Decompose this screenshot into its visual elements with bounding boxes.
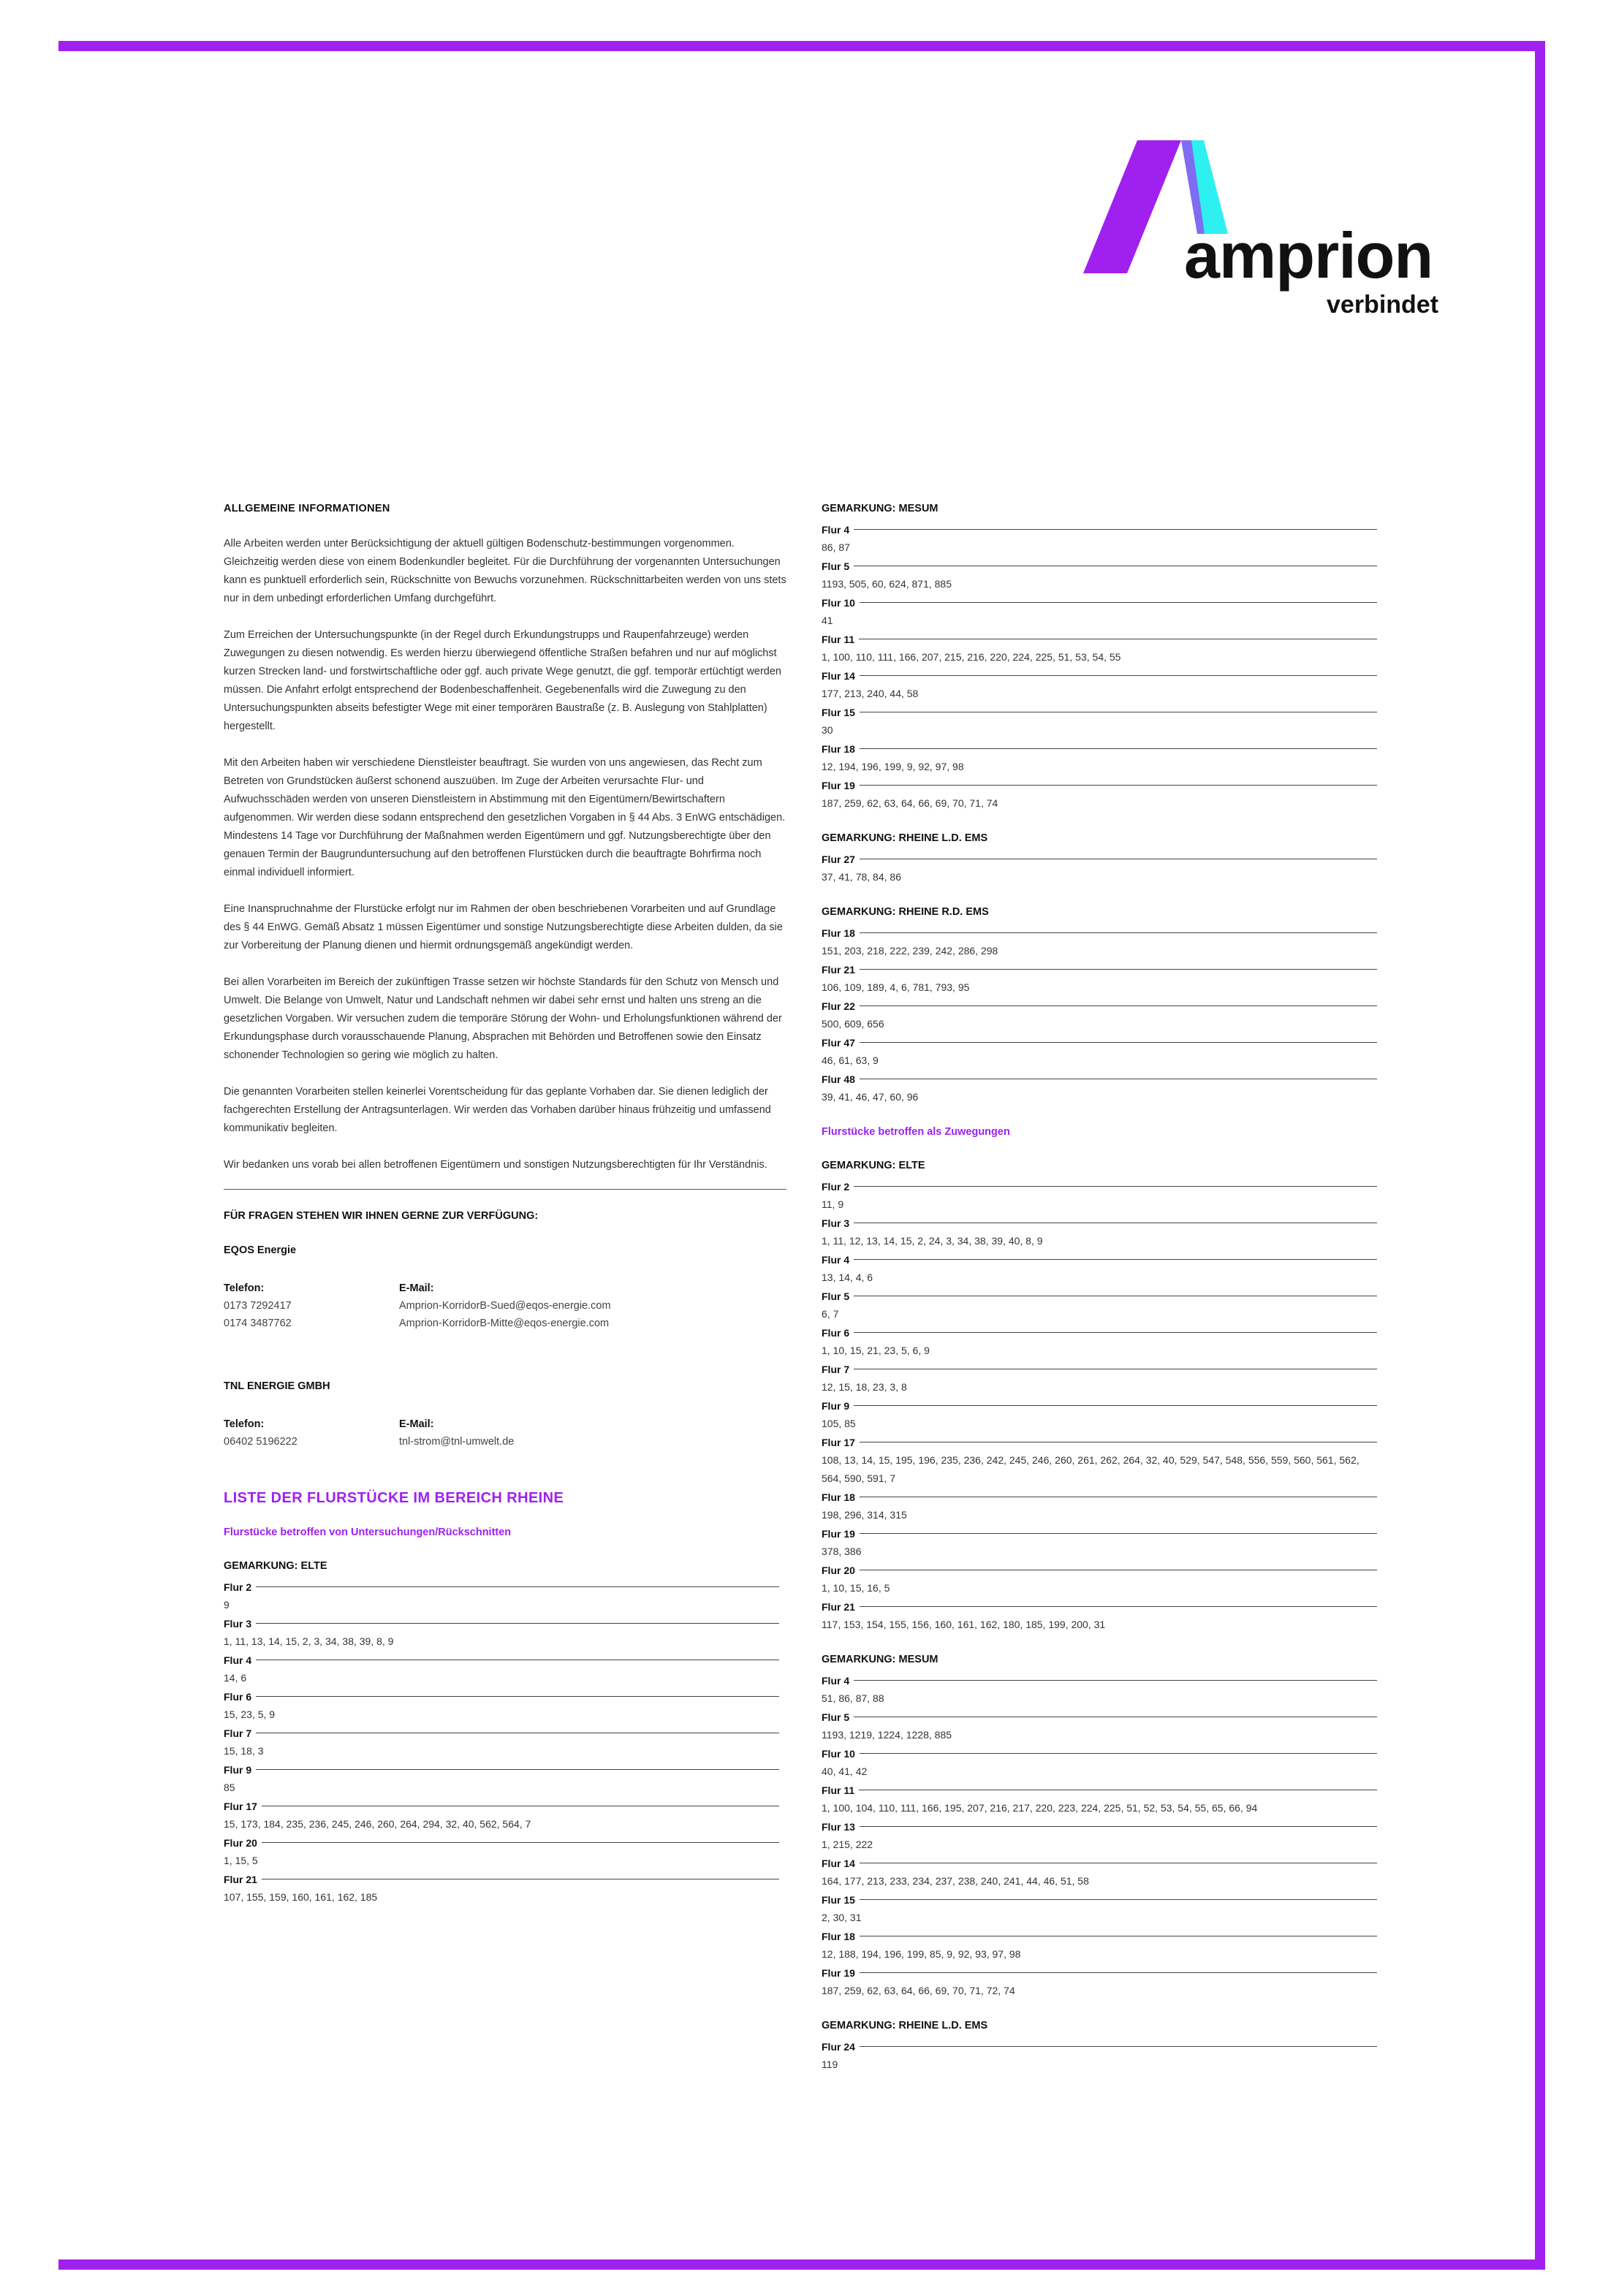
flur-row (822, 1177, 1377, 1195)
email-addresses[interactable]: Amprion-KorridorB-Sued@eqos-energie.com Amprion-KorridorB-Mitte@eqos-energie.com (399, 1300, 611, 1329)
flur-row (822, 1360, 1377, 1378)
flur-label: Flur 18 (822, 927, 855, 939)
flur-label: Flur 14 (822, 1857, 855, 1869)
flur-row (822, 1854, 1377, 1872)
flur-divider-line (860, 1972, 1377, 1973)
flurstueck-numbers: 1, 100, 104, 110, 111, 166, 195, 207, 216, 217, 220, 223, 224, 225, 51, 52, 53, 54, 55, 65, 66, 94 (822, 1802, 1258, 1814)
left-gemarkung-list (224, 1559, 786, 1907)
gemarkung-block (822, 831, 1377, 886)
flur-divider-line (860, 1042, 1377, 1043)
list-subtitle-zuwegungen: Flurstücke betroffen als Zuwegungen (822, 1126, 1010, 1138)
flurstueck-numbers: 105, 85 (822, 1418, 856, 1429)
flur-label: Flur 21 (224, 1873, 257, 1885)
flur-row (224, 1724, 779, 1742)
flur-label: Flur 13 (822, 1820, 855, 1833)
phone-label: Telefon: (224, 1418, 265, 1430)
flur-label: Flur 19 (822, 1966, 855, 1979)
gemarkung-title: GEMARKUNG: RHEINE R.D. EMS (822, 906, 989, 918)
flurstueck-numbers: 117, 153, 154, 155, 156, 160, 161, 162, 180, 185, 199, 200, 31 (822, 1619, 1106, 1630)
amprion-logo (1082, 137, 1462, 327)
flurstueck-numbers: 187, 259, 62, 63, 64, 66, 69, 70, 71, 74 (822, 797, 998, 809)
info-paragraph: Eine Inanspruchnahme der Flurstücke erfolgt nur im Rahmen der oben beschriebenen Vorarbeiten und auf Grundlage des § 44 EnWG. Gemäß Absatz 1 müssen Eigentümer und sonstige Nutzungsberechtigte diese Arbeiten dulden, da sie zur Vorbereitung der Planung dienen und hiermit ordnungsgemäß angekündigt werden. (224, 903, 783, 951)
flur-label: Flur 5 (822, 560, 850, 572)
flur-row (822, 557, 1377, 575)
flur-row (822, 1033, 1377, 1052)
contact-org-tnl: TNL ENERGIE GMBH (224, 1380, 330, 1392)
flur-row (822, 1927, 1377, 1945)
flur-label: Flur 4 (822, 1674, 850, 1687)
flurstueck-numbers: 1, 215, 222 (822, 1839, 873, 1850)
flur-row (822, 1597, 1377, 1616)
flurstueck-numbers: 11, 9 (822, 1198, 844, 1210)
right-column (822, 501, 1377, 2092)
flur-label: Flur 27 (822, 853, 855, 865)
flur-divider-line (860, 932, 1377, 933)
flur-row (224, 1578, 779, 1596)
flur-row (822, 850, 1377, 868)
flur-label: Flur 17 (224, 1800, 257, 1812)
flur-label: Flur 2 (822, 1180, 850, 1193)
flur-row (822, 1671, 1377, 1689)
left-column (224, 501, 786, 1925)
flur-label: Flur 6 (822, 1326, 850, 1339)
flur-divider-line (256, 1623, 779, 1624)
flur-label: Flur 6 (224, 1690, 252, 1703)
flur-row (822, 1964, 1377, 1982)
gemarkung-block (822, 1652, 1377, 2000)
flur-label: Flur 19 (822, 1527, 855, 1540)
contact-title: FÜR FRAGEN STEHEN WIR IHNEN GERNE ZUR VERFÜGUNG: (224, 1210, 539, 1222)
flur-label: Flur 7 (224, 1727, 252, 1739)
phone-numbers[interactable]: 06402 5196222 (224, 1436, 297, 1448)
list-title: LISTE DER FLURSTÜCKE IM BEREICH RHEINE (224, 1490, 564, 1506)
flur-row (822, 1817, 1377, 1836)
flur-divider-line (860, 602, 1377, 603)
flurstueck-numbers: 85 (224, 1782, 235, 1793)
flurstueck-numbers: 37, 41, 78, 84, 86 (822, 871, 901, 883)
flurstueck-numbers: 108, 13, 14, 15, 195, 196, 235, 236, 242, 245, 246, 260, 261, 262, 264, 32, 40, 529, 547, 548, 556, 559, 560, 561, 562, 564, 590, 591, 7 (822, 1454, 1359, 1484)
flurstueck-numbers: 119 (822, 2059, 838, 2070)
flur-divider-line (262, 1842, 779, 1843)
flurstueck-numbers: 378, 386 (822, 1546, 862, 1557)
flur-divider-line (854, 1405, 1377, 1406)
flur-label: Flur 18 (822, 1930, 855, 1942)
gemarkung-title: GEMARKUNG: MESUM (822, 1654, 938, 1665)
flur-row (822, 1323, 1377, 1342)
flurstueck-numbers: 30 (822, 724, 833, 736)
info-paragraph: Wir bedanken uns vorab bei allen betroffenen Eigentümern und sonstigen Nutzungsberechtigten für Ihr Verständnis. (224, 1159, 767, 1171)
flur-row (822, 1524, 1377, 1543)
email-addresses[interactable]: tnl-strom@tnl-umwelt.de (399, 1436, 515, 1448)
flur-row (822, 1781, 1377, 1799)
flurstueck-numbers: 13, 14, 4, 6 (822, 1271, 873, 1283)
flur-label: Flur 4 (822, 1253, 850, 1266)
email-label: E-Mail: (399, 1282, 434, 1294)
flur-row (224, 1797, 779, 1815)
flurstueck-numbers: 12, 188, 194, 196, 199, 85, 9, 92, 93, 97, 98 (822, 1948, 1021, 1960)
flur-label: Flur 3 (822, 1217, 850, 1229)
flur-label: Flur 2 (224, 1581, 252, 1593)
flur-label: Flur 47 (822, 1036, 855, 1049)
flurstueck-numbers: 106, 109, 189, 4, 6, 781, 793, 95 (822, 981, 970, 993)
flurstueck-numbers: 1, 11, 12, 13, 14, 15, 2, 24, 3, 34, 38, 39, 40, 8, 9 (822, 1235, 1043, 1247)
flur-row (822, 924, 1377, 942)
flur-divider-line (854, 1332, 1377, 1333)
flur-divider-line (256, 1769, 779, 1770)
flur-row (822, 630, 1377, 648)
flur-row (822, 520, 1377, 539)
gemarkung-block (822, 905, 1377, 1106)
flurstueck-numbers: 41 (822, 615, 833, 626)
flur-label: Flur 9 (822, 1399, 850, 1412)
flurstueck-numbers: 164, 177, 213, 233, 234, 237, 238, 240, 241, 44, 46, 51, 58 (822, 1875, 1089, 1887)
phone-numbers[interactable]: 0173 7292417 0174 3487762 (224, 1300, 292, 1329)
flur-divider-line (854, 1680, 1377, 1681)
flur-label: Flur 11 (822, 1784, 855, 1796)
flur-label: Flur 7 (822, 1363, 850, 1375)
gemarkung-title: GEMARKUNG: ELTE (224, 1560, 327, 1572)
right-gemarkung-list-zuwegungen (822, 1158, 1377, 2074)
flur-row (822, 776, 1377, 794)
flur-row (224, 1687, 779, 1706)
frame-top-border (58, 41, 1545, 51)
list-subtitle-untersuchungen: Flurstücke betroffen von Untersuchungen/Rückschnitten (224, 1527, 512, 1538)
general-info-title: ALLGEMEINE INFORMATIONEN (224, 503, 390, 514)
flurstueck-numbers: 1193, 1219, 1224, 1228, 885 (822, 1729, 952, 1741)
right-gemarkung-list-untersuchungen (822, 501, 1377, 1106)
divider (224, 1189, 786, 1190)
flur-row (822, 1250, 1377, 1269)
flur-divider-line (854, 529, 1377, 530)
flur-row (822, 666, 1377, 685)
flur-row (822, 1708, 1377, 1726)
flurstueck-numbers: 1, 15, 5 (224, 1855, 258, 1866)
flur-divider-line (256, 1696, 779, 1697)
flur-label: Flur 10 (822, 596, 855, 609)
flurstueck-numbers: 2, 30, 31 (822, 1912, 862, 1923)
flur-divider-line (860, 1826, 1377, 1827)
flur-row (822, 1890, 1377, 1909)
flurstueck-numbers: 12, 15, 18, 23, 3, 8 (822, 1381, 907, 1393)
flur-label: Flur 4 (822, 523, 850, 536)
contact-eqos (224, 1280, 786, 1332)
flurstueck-numbers: 177, 213, 240, 44, 58 (822, 688, 919, 699)
flur-label: Flur 48 (822, 1073, 855, 1085)
flur-row (224, 1870, 779, 1888)
flur-divider-line (860, 1533, 1377, 1534)
flur-label: Flur 20 (224, 1836, 257, 1849)
flur-label: Flur 11 (822, 633, 855, 645)
contact-org-eqos: EQOS Energie (224, 1244, 297, 1256)
flur-label: Flur 20 (822, 1564, 855, 1576)
flur-divider-line (860, 675, 1377, 676)
flurstueck-numbers: 1193, 505, 60, 624, 871, 885 (822, 578, 952, 590)
email-label: E-Mail: (399, 1418, 434, 1430)
flurstueck-numbers: 1, 100, 110, 111, 166, 207, 215, 216, 220, 224, 225, 51, 53, 54, 55 (822, 651, 1121, 663)
flur-label: Flur 21 (822, 963, 855, 976)
flur-label: Flur 21 (822, 1600, 855, 1613)
gemarkung-block (822, 2018, 1377, 2074)
flur-label: Flur 14 (822, 669, 855, 682)
flurstueck-numbers: 151, 203, 218, 222, 239, 242, 286, 298 (822, 945, 998, 957)
flur-row (822, 1433, 1377, 1451)
flur-row (224, 1833, 779, 1852)
flur-label: Flur 22 (822, 1000, 855, 1012)
flur-row (224, 1760, 779, 1779)
flur-divider-line (256, 1586, 779, 1587)
gemarkung-title: GEMARKUNG: MESUM (822, 503, 938, 514)
phone-label: Telefon: (224, 1282, 265, 1294)
flur-divider-line (854, 1186, 1377, 1187)
logo-tagline: verbindet (1327, 291, 1439, 319)
flur-label: Flur 19 (822, 779, 855, 791)
flur-row (822, 1214, 1377, 1232)
logo-wordmark: amprion (1184, 219, 1433, 292)
flurstueck-numbers: 1, 10, 15, 16, 5 (822, 1582, 890, 1594)
flurstueck-numbers: 6, 7 (822, 1308, 839, 1320)
flur-row (822, 1287, 1377, 1305)
frame-bottom-border (58, 2259, 1545, 2270)
flur-divider-line (860, 748, 1377, 749)
flur-label: Flur 4 (224, 1654, 252, 1666)
flur-row (822, 1561, 1377, 1579)
flurstueck-numbers: 86, 87 (822, 541, 850, 553)
flur-row (822, 2037, 1377, 2056)
flur-row (822, 997, 1377, 1015)
gemarkung-title: GEMARKUNG: RHEINE L.D. EMS (822, 2020, 988, 2031)
flurstueck-numbers: 39, 41, 46, 47, 60, 96 (822, 1091, 919, 1103)
flurstueck-numbers: 15, 23, 5, 9 (224, 1708, 276, 1720)
flurstueck-numbers: 187, 259, 62, 63, 64, 66, 69, 70, 71, 72, 74 (822, 1985, 1015, 1996)
gemarkung-block (224, 1559, 779, 1907)
flur-label: Flur 5 (822, 1711, 850, 1723)
flur-divider-line (860, 785, 1377, 786)
gemarkung-block (822, 501, 1377, 813)
flurstueck-numbers: 500, 609, 656 (822, 1018, 884, 1030)
flur-label: Flur 18 (822, 742, 855, 755)
flurstueck-numbers: 14, 6 (224, 1672, 247, 1684)
flur-divider-line (860, 1899, 1377, 1900)
flur-label: Flur 9 (224, 1763, 252, 1776)
flurstueck-numbers: 1, 10, 15, 21, 23, 5, 6, 9 (822, 1345, 930, 1356)
info-paragraph: Mit den Arbeiten haben wir verschiedene Dienstleister beauftragt. Sie wurden von uns angewiesen, das Recht zum Betreten von Grundstücken äußerst schonend auszuüben. Im Zuge der Arbeiten verursachte Flur- und Aufwuchsschäden werden von unseren Dienstleistern in Abstimmung mit den Eigentümern/Bewirtschaftern aufgenommen. Wir werden diese sodann entsprechend den gesetzlichen Vorgaben in § 44 Abs. 3 EnWG entschädigen. Mindestens 14 Tage vor Durchführung der Maßnahmen werden Eigentümern und ggf. Nutzungsberechtigte über den genauen Termin der Baugrunduntersuchung auf den betroffenen Flurstücken durch die beauftragte Bohrfirma noch einmal individuell informiert. (224, 757, 786, 878)
flurstueck-numbers: 15, 18, 3 (224, 1745, 264, 1757)
flur-row (822, 960, 1377, 978)
flur-divider-line (860, 1606, 1377, 1607)
flur-divider-line (860, 1753, 1377, 1754)
flur-label: Flur 18 (822, 1491, 855, 1503)
flurstueck-numbers: 198, 296, 314, 315 (822, 1509, 907, 1521)
flur-row (822, 1396, 1377, 1415)
gemarkung-title: GEMARKUNG: ELTE (822, 1160, 925, 1171)
flurstueck-numbers: 1, 11, 13, 14, 15, 2, 3, 34, 38, 39, 8, 9 (224, 1635, 394, 1647)
flurstueck-numbers: 40, 41, 42 (822, 1765, 868, 1777)
flur-label: Flur 15 (822, 706, 855, 718)
flur-label: Flur 17 (822, 1436, 855, 1448)
flurstueck-numbers: 12, 194, 196, 199, 9, 92, 97, 98 (822, 761, 964, 772)
flur-divider-line (860, 969, 1377, 970)
flur-row (224, 1651, 779, 1669)
flur-divider-line (860, 2046, 1377, 2047)
flur-row (822, 1488, 1377, 1506)
flurstueck-numbers: 15, 173, 184, 235, 236, 245, 246, 260, 264, 294, 32, 40, 562, 564, 7 (224, 1818, 531, 1830)
flur-label: Flur 10 (822, 1747, 855, 1760)
flur-label: Flur 24 (822, 2040, 855, 2053)
gemarkung-block (822, 1158, 1377, 1634)
flurstueck-numbers: 46, 61, 63, 9 (822, 1054, 879, 1066)
flur-label: Flur 3 (224, 1617, 252, 1630)
flur-divider-line (854, 1259, 1377, 1260)
flur-row (822, 740, 1377, 758)
info-paragraph: Alle Arbeiten werden unter Berücksichtigung der aktuell gültigen Bodenschutz-bestimmungen vorgenommen. Gleichzeitig werden diese von einem Bodenkundler begleitet. Für die Durchführung der vorgenannten Untersuchungen kann es punktuell erforderlich sein, Rückschnitte von Bewuchs vorzunehmen. Rückschnittarbeiten werden von uns stets nur in dem unbedingt erforderlichen Umfang durchgeführt. (224, 538, 786, 604)
flurstueck-numbers: 9 (224, 1599, 230, 1611)
flurstueck-numbers: 51, 86, 87, 88 (822, 1692, 884, 1704)
flur-row (822, 593, 1377, 612)
contact-tnl (224, 1415, 786, 1451)
flur-row (822, 703, 1377, 721)
frame-right-border (1535, 41, 1545, 2270)
flur-label: Flur 15 (822, 1893, 855, 1906)
flurstueck-numbers: 107, 155, 159, 160, 161, 162, 185 (224, 1891, 378, 1903)
flur-row (822, 1070, 1377, 1088)
flur-label: Flur 5 (822, 1290, 850, 1302)
flur-row (224, 1614, 779, 1632)
gemarkung-title: GEMARKUNG: RHEINE L.D. EMS (822, 832, 988, 844)
info-paragraph: Zum Erreichen der Untersuchungspunkte (in der Regel durch Erkundungstrupps und Raupenfahrzeuge) werden Zuwegungen zu diesen notwendig. Es werden hierzu überwiegend öffentliche Straßen befahren und nur auf möglichst kurzen Strecken land- und forstwirtschaftliche oder ggf. auch private Wege genutzt, die ggf. temporär ertüchtigt werden müssen. Die Anfahrt erfolgt entsprechend der Bodenbeschaffenheit. Gegebenenfalls wird die Zuwegung zu den Untersuchungspunkten abseits befestigter Wege mit einer temporären Baustraße (z. B. Auslegung von Stahlplatten) hergestellt. (224, 629, 781, 732)
info-paragraph: Die genannten Vorarbeiten stellen keinerlei Vorentscheidung für das geplante Vorhaben dar. Sie dienen lediglich der fachgerechten Erstellung der Antragsunterlagen. Wir werden das Vorhaben darüber hinaus frühzeitig und umfassend kommunikativ begleiten. (224, 1086, 771, 1134)
flur-row (822, 1744, 1377, 1763)
info-paragraph: Bei allen Vorarbeiten im Bereich der zukünftigen Trasse setzen wir höchste Standards für den Schutz von Mensch und Umwelt. Die Belange von Umwelt, Natur und Landschaft nehmen wir dabei sehr ernst und halten uns streng an die gesetzlichen Vorgaben. Wir versuchen zudem die temporäre Störung der Wohn- und Erholungsfunktionen während der Erkundungsphase durch vorausschauende Planung, Absprachen mit Behörden und Betroffenen sowie den Einsatz schonender Technologien so gering wie möglich zu halten. (224, 976, 782, 1061)
